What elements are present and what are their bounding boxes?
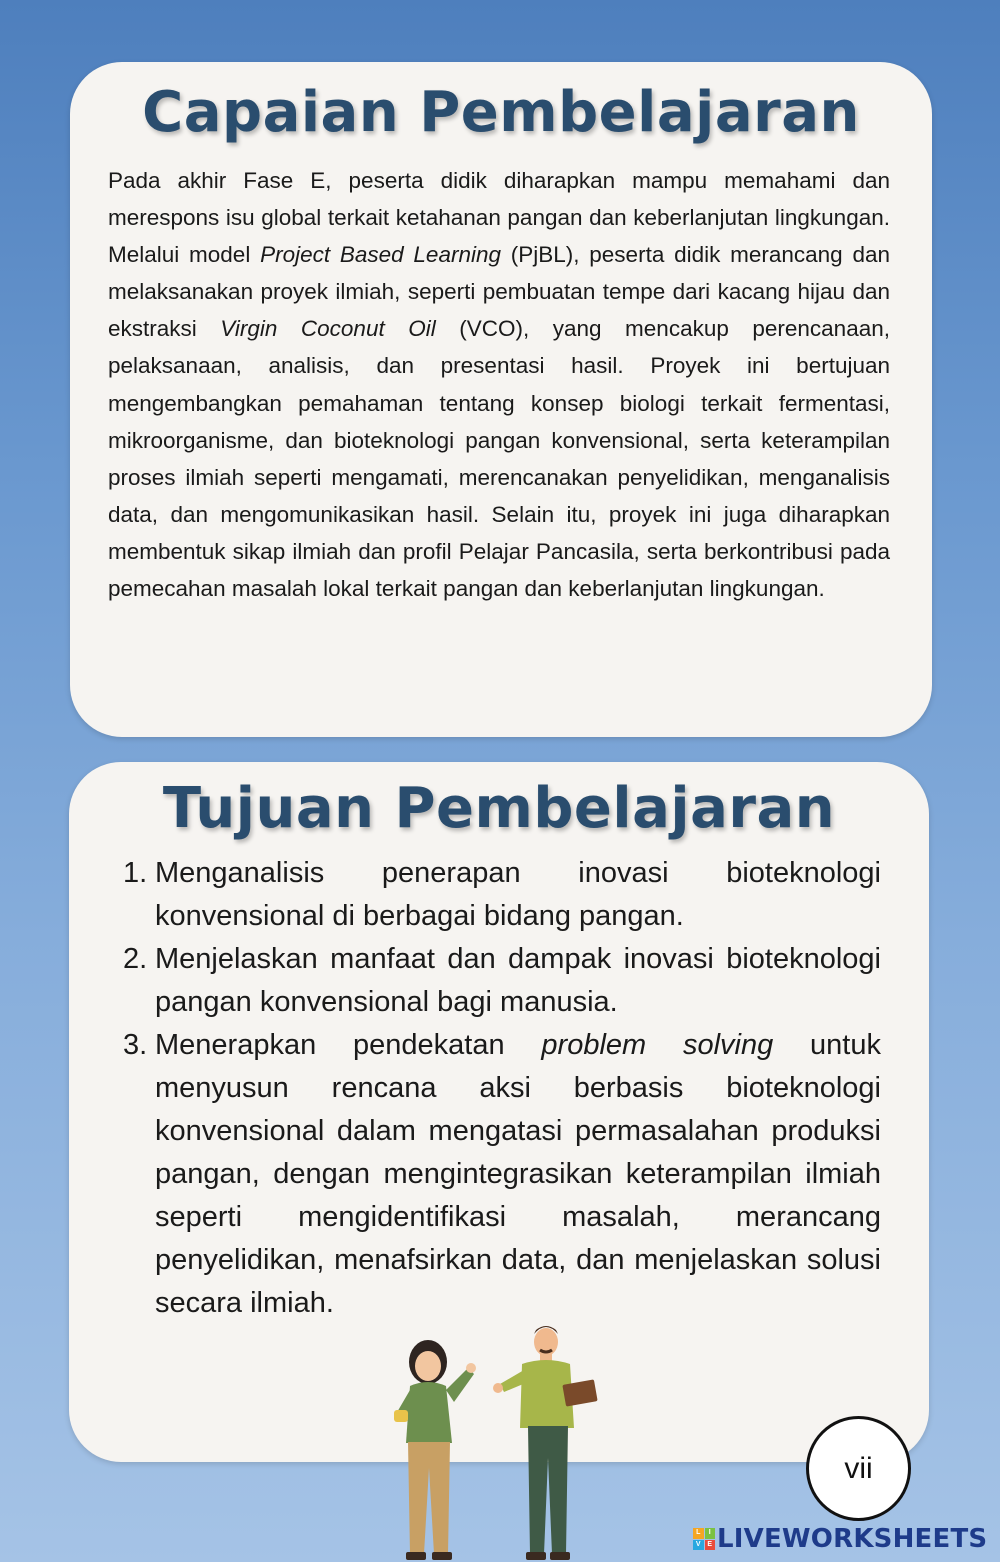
capaian-italic-vco: Virgin Coconut Oil <box>220 316 436 342</box>
liveworksheets-logo-icon <box>693 1528 715 1550</box>
logo-letter: L <box>693 1528 704 1539</box>
goal-number: 2. <box>123 943 148 975</box>
teacher-figure-icon <box>493 1326 598 1560</box>
woman-figure-icon <box>394 1340 476 1560</box>
tujuan-title: Tujuan Pembelajaran <box>162 776 836 841</box>
logo-letter: I <box>705 1528 716 1539</box>
liveworksheets-brand[interactable] <box>693 1524 987 1554</box>
capaian-title: Capaian Pembelajaran <box>142 80 860 145</box>
capaian-text-2: (PjBL), peserta didik merancang dan melaksanakan proyek ilmiah, seperti pembuatan tempe dari kacang hijau dan ekstraksi <box>108 242 890 342</box>
goal-text: Menganalisis penerapan inovasi bioteknologi konvensional di berbagai bidang pangan. <box>155 857 881 932</box>
capaian-card <box>70 62 932 737</box>
goal-item <box>123 852 881 938</box>
capaian-text-3: (VCO), yang mencakup perencanaan, pelaksanaan, analisis, dan presentasi hasil. Proyek ini bertujuan mengembangkan pemahaman tentang konsep biologi terkait fermentasi, mikroorganisme, dan bioteknologi pangan konvensional, serta keterampilan proses ilmiah seperti mengamati, merencanakan penyelidikan, menganalisis data, dan mengomunikasikan hasil. Selain itu, proyek ini juga diharapkan membentuk sikap ilmiah dan profil Pelajar Pancasila, serta berkontribusi pada pemecahan masalah lokal terkait pangan dan keberlanjutan lingkungan. <box>108 316 890 602</box>
logo-letter: V <box>693 1540 704 1551</box>
goal-item <box>123 1024 881 1325</box>
goal-text-pre: Menerapkan pendekatan <box>155 1029 542 1061</box>
goal-number: 1. <box>123 857 148 889</box>
goals-list <box>123 852 881 1325</box>
goal-text: Menjelaskan manfaat dan dampak inovasi bioteknologi pangan konvensional bagi manusia. <box>155 943 881 1018</box>
goal-item <box>123 938 881 1024</box>
goal-number: 3. <box>123 1029 148 1061</box>
teacher-student-illustration <box>370 1318 620 1562</box>
goal-text-italic: problem solving <box>541 1029 774 1061</box>
logo-letter: E <box>705 1540 716 1551</box>
brand-text: LIVEWORKSHEETS <box>717 1524 988 1554</box>
capaian-text-1: Pada akhir Fase E, peserta didik diharapkan mampu memahami dan merespons isu global terkait ketahanan pangan dan keberlanjutan lingkungan. Melalui model <box>108 168 890 268</box>
goal-text-post: untuk menyusun rencana aksi berbasis bioteknologi konvensional dalam mengatasi permasalahan produksi pangan, dengan mengintegrasikan keterampilan ilmiah seperti mengidentifikasi masalah, merancang penyelidikan, menafsirkan data, dan menjelaskan solusi secara ilmiah. <box>155 1029 881 1319</box>
page-number: vii <box>806 1416 911 1521</box>
capaian-paragraph <box>108 162 890 607</box>
capaian-italic-pjbl: Project Based Learning <box>260 242 501 268</box>
